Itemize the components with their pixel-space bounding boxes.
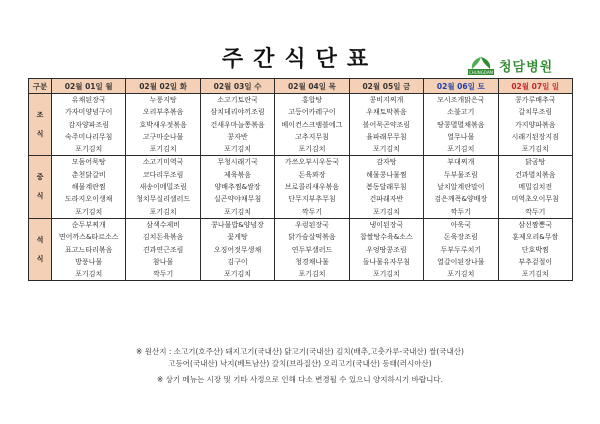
dish-item: 베이컨스크램블에그 <box>281 120 343 129</box>
dish-item: 가쓰오부시우동국 <box>284 158 340 167</box>
menu-cell <box>275 218 349 280</box>
menu-cell <box>424 218 498 280</box>
dish-item: 삼치데리야끼조림 <box>210 108 265 117</box>
menu-cell <box>498 218 572 280</box>
dish-item: 깍두기 <box>450 207 471 216</box>
menu-cell <box>424 156 498 218</box>
dish-item: 부대찌개 <box>447 158 475 167</box>
dish-item: 콩가루배추국 <box>514 96 556 104</box>
dish-item: 콩비지찌개 <box>369 96 404 104</box>
dish-item: 열무나물 <box>447 132 475 141</box>
menu-cell <box>200 156 274 218</box>
menu-cell <box>349 156 423 218</box>
dish-item: 건새우마늘쫑볶음 <box>210 120 265 129</box>
menu-cell <box>200 218 274 280</box>
menu-cell <box>200 94 274 156</box>
meal-row <box>29 218 573 280</box>
day-header-saturday: 02월 06일 토 <box>424 79 498 94</box>
meal-label <box>29 94 52 156</box>
dish-item: 호박새우젓볶음 <box>139 120 187 129</box>
dish-item: 콩나물밥&양념장 <box>211 220 264 229</box>
dish-item: 김치돈육볶음 <box>142 233 184 242</box>
dish-item: 볼어묵곤약조림 <box>362 120 411 129</box>
dish-item: 깍두기 <box>152 270 174 279</box>
menu-cell <box>349 218 423 280</box>
meal-label <box>29 156 52 218</box>
meal-row <box>29 156 573 218</box>
menu-cell <box>52 156 126 218</box>
dish-item: 청치무실리샐러드 <box>136 195 191 204</box>
dish-item: 숙주미나리무침 <box>65 132 113 141</box>
dish-item: 포기김치 <box>372 207 400 216</box>
dish-item: 도라지오이생채 <box>65 195 113 204</box>
day-header-sunday: 02월 07일 일 <box>498 79 572 94</box>
weekly-menu-table <box>28 78 573 281</box>
logo-icon <box>466 55 496 75</box>
dish-item: 견과연근조림 <box>142 245 184 254</box>
dish-item: 갈치무조림 <box>518 108 553 117</box>
dish-item: 모둠어묵탕 <box>71 158 106 167</box>
menu-cell <box>349 94 423 156</box>
dish-item: 참나물 <box>152 257 174 266</box>
dish-item: 포기김치 <box>149 145 177 154</box>
dish-item: 율파래무무침 <box>366 132 407 141</box>
dish-item: 포기김치 <box>75 145 103 154</box>
menu-cell <box>52 94 126 156</box>
dish-item: 깍두기 <box>525 207 546 216</box>
dish-item: 무청시래기국 <box>217 158 258 167</box>
dish-item: 포기김치 <box>447 270 475 279</box>
dish-item: 감자양파조림 <box>68 120 109 129</box>
dish-item: 제육볶음 <box>224 170 252 179</box>
dish-item: 포기김치 <box>372 270 400 279</box>
dish-item: 감자탕 <box>376 158 397 167</box>
dish-item: 포기김치 <box>521 145 549 154</box>
dish-item: 메밀김치전 <box>518 183 553 192</box>
dish-item: 훈제오리&무쌈 <box>512 233 559 242</box>
origin-line: ※ 원산지 : 소고기(호주산) 돼지고기(국내산) 닭고기(국내산) 김치(배추,고춧가루-국내산) 쌀(국내산) <box>136 347 464 356</box>
dish-item: 모시조개맑은국 <box>437 96 485 104</box>
dish-item: 냉이된장국 <box>369 220 404 229</box>
dish-item: 포기김치 <box>224 145 252 154</box>
meal-label <box>29 218 52 280</box>
dish-item: 건과멸치볶음 <box>514 170 556 179</box>
dish-item: 삼색수제비 <box>146 220 181 229</box>
header-row <box>29 79 573 94</box>
dish-item: 순두부찌개 <box>71 220 106 229</box>
dish-item: 아욱국 <box>450 220 471 229</box>
caution-note: ※ 상기 메뉴는 시장 및 기타 사정으로 인해 다소 변경될 수 있으니 양지하시기 바랍니다. <box>157 375 443 384</box>
dish-item: 땅콩멸멸채볶음 <box>437 120 485 129</box>
corner-header: 구분 <box>29 79 52 94</box>
menu-cell <box>498 156 572 218</box>
dish-item: 오리부추볶음 <box>142 108 184 117</box>
menu-cell <box>498 94 572 156</box>
menu-cell <box>275 156 349 218</box>
dish-item: 포기김치 <box>298 270 326 279</box>
dish-item: 포기김치 <box>75 270 103 279</box>
dish-item: 부추겉절이 <box>518 257 553 266</box>
dish-item: 오징어젓무생채 <box>213 245 262 254</box>
dish-item: 실곤약야채무침 <box>213 195 262 204</box>
dish-item: 닭가슴살떡볶음 <box>288 233 336 242</box>
dish-item: 누룽지탕 <box>149 96 177 104</box>
dish-item: 고등어카레구이 <box>288 108 336 117</box>
dish-item: 포기김치 <box>224 270 252 279</box>
day-header: 02월 03일 수 <box>200 79 274 94</box>
dish-item: 콩자반 <box>227 132 248 141</box>
meal-row <box>29 94 573 156</box>
dish-item: 고추지무침 <box>295 132 329 141</box>
dish-item: 열갈이된장나물 <box>437 257 485 266</box>
dish-item: 소고기토란국 <box>217 96 258 104</box>
dish-item: 방풍나물 <box>75 257 103 266</box>
dish-item: 브로콜리새우볶음 <box>284 183 340 192</box>
origin-line: 고등어(국내산) 낙지(베트남산) 갈치(브라질산) 오리고기(국내산) 동태(러시아산) <box>168 358 432 368</box>
dish-item: 포기김치 <box>298 145 326 154</box>
logo-text: CHUNGDAM <box>468 70 494 75</box>
dish-item: 포기김치 <box>447 145 475 154</box>
meal-label-text: 석식 <box>36 235 44 263</box>
dish-item: 포기김치 <box>521 270 549 279</box>
dish-item: 해물콩나물찜 <box>366 170 407 179</box>
dish-item: 가지양파볶음 <box>514 120 556 129</box>
dish-item: 포기김치 <box>149 207 177 216</box>
dish-item: 새송이메밀조림 <box>139 183 187 192</box>
hospital-name: 청담병원 <box>499 59 554 75</box>
dish-item: 우엉땅콩조림 <box>366 245 407 254</box>
menu-cell <box>126 218 200 280</box>
dish-item: 돈육꽈장 <box>298 170 326 179</box>
dish-item: 돈육장조림 <box>443 233 478 242</box>
menu-cell <box>424 94 498 156</box>
dish-item: 가자미양념구이 <box>65 108 113 117</box>
dish-item: 연두부샐러드 <box>291 245 333 254</box>
meal-label-text: 중식 <box>36 173 44 201</box>
dish-item: 해물계란찜 <box>71 183 106 192</box>
dish-item: 두부두루치기 <box>440 245 482 254</box>
dish-item: 단무지부추무침 <box>288 195 336 204</box>
dish-item: 고구마순나물 <box>142 132 184 141</box>
dish-item: 청경채나물 <box>295 257 329 266</box>
hospital-logo <box>466 54 553 76</box>
day-header: 02월 05일 금 <box>349 79 423 94</box>
dish-item: 찹쌀탕수육&소스 <box>360 233 413 242</box>
menu-cell <box>126 94 200 156</box>
dish-item: 닭곰탕 <box>525 158 546 167</box>
menu-cell <box>52 218 126 280</box>
dish-item: 홍합탕 <box>301 96 323 104</box>
dish-item: 봄동달래무침 <box>366 183 407 192</box>
dish-item: 유채된장국 <box>71 96 106 104</box>
dish-item: 꽃게탕 <box>227 233 248 242</box>
dish-item: 두부물조림 <box>443 170 478 179</box>
day-header: 02월 02일 화 <box>126 79 200 94</box>
dish-item: 표고느타리볶음 <box>65 245 113 254</box>
dish-item: 춘천닭갈비 <box>71 170 106 179</box>
page-title: 주간식단표 <box>221 47 379 72</box>
dish-item: 포기김치 <box>75 207 103 216</box>
dish-item: 포기김치 <box>224 207 252 216</box>
menu-cell <box>126 156 200 218</box>
dish-item: 김구이 <box>227 257 248 266</box>
dish-item: 소고기미역국 <box>142 158 184 167</box>
dish-item: 포기김치 <box>372 145 400 154</box>
dish-item: 코다리무조림 <box>142 170 184 179</box>
dish-item: 돌나물유자무침 <box>362 257 411 266</box>
day-header: 02월 01일 월 <box>52 79 126 94</box>
dish-item: 깍두기 <box>301 207 323 216</box>
dish-item: 우렁된장국 <box>295 220 329 229</box>
dish-item: 검은깨폭&양배장 <box>434 195 488 204</box>
dish-item: 날치알계란말이 <box>437 183 485 192</box>
dish-item: 면어까스&타르소스 <box>58 233 119 242</box>
dish-item: 소불고기 <box>447 108 475 117</box>
meal-label-text: 조식 <box>36 110 44 138</box>
dish-item: 우채토막볶음 <box>366 108 407 117</box>
dish-item: 양배추찜&쌈장 <box>214 183 261 192</box>
dish-item: 삼선짬뽕국 <box>518 220 553 229</box>
day-header: 02월 04일 목 <box>275 79 349 94</box>
dish-item: 건파래자반 <box>369 195 404 204</box>
dish-item: 미역초오이무침 <box>511 195 559 204</box>
notes <box>0 346 600 386</box>
menu-cell <box>275 94 349 156</box>
dish-item: 시래기된장지짐 <box>511 132 559 141</box>
dish-item: 단호박찜 <box>521 245 549 254</box>
